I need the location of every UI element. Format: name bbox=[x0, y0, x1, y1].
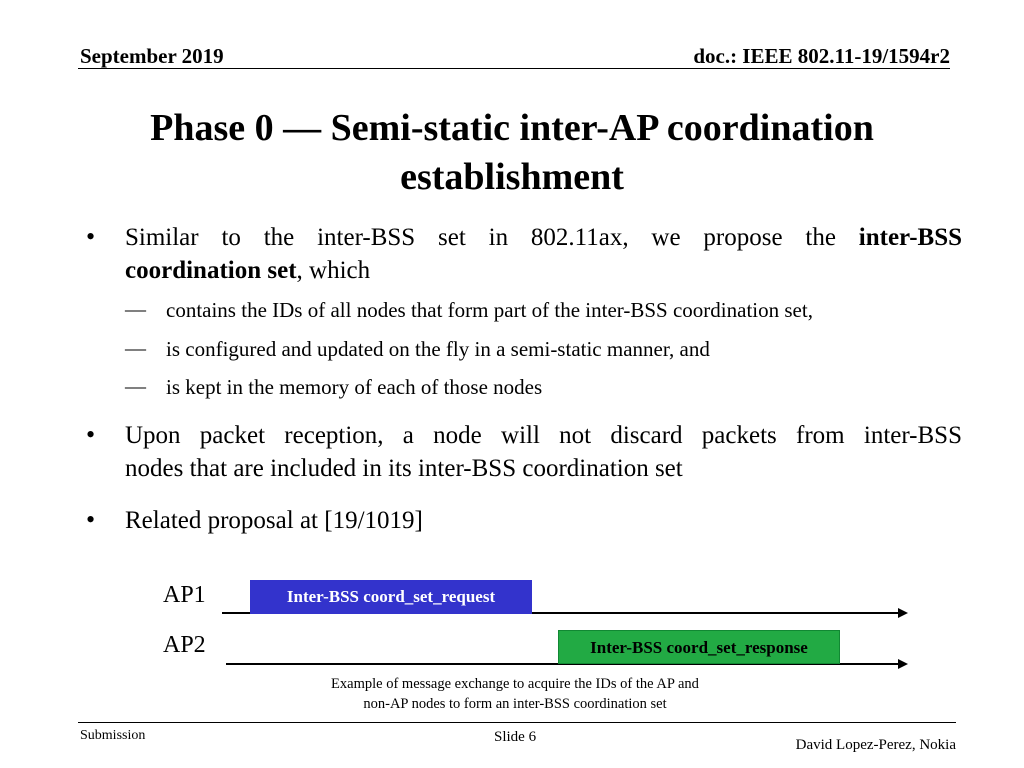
bullet2-line2: nodes that are included in its inter-BSS coordination set bbox=[125, 455, 683, 482]
bullet2-line1: Upon packet reception, a node will not discard packets from inter-BSS bbox=[125, 422, 962, 449]
bullet1-line2 bbox=[125, 254, 962, 287]
subitem-marker: — bbox=[125, 297, 146, 321]
subitem-marker: — bbox=[125, 374, 146, 398]
bullet-text: Related proposal at [19/1019] bbox=[125, 507, 423, 534]
bullet1-line2-bold: coordination set bbox=[125, 257, 297, 284]
slide-title bbox=[60, 104, 964, 202]
bullet1-line1 bbox=[125, 221, 962, 254]
diagram-caption bbox=[280, 674, 750, 714]
footer-submission: Submission bbox=[80, 728, 146, 743]
footer-divider bbox=[78, 722, 956, 723]
request-message: Inter-BSS coord_set_request bbox=[250, 580, 532, 614]
subitem-marker: — bbox=[125, 336, 146, 360]
bullet-marker: • bbox=[86, 222, 96, 251]
footer-author: David Lopez-Perez, Nokia bbox=[795, 737, 956, 753]
header-doc-id: doc.: IEEE 802.11-19/1594r2 bbox=[693, 44, 950, 68]
slide-title-line1: Phase 0 — Semi-static inter-AP coordination bbox=[150, 107, 874, 149]
ap2-arrow-icon bbox=[898, 659, 908, 669]
ap1-label: AP1 bbox=[163, 582, 206, 608]
caption-line2: non-AP nodes to form an inter-BSS coordination set bbox=[363, 696, 667, 712]
footer-slide-number: Slide 6 bbox=[494, 729, 537, 745]
subitem-text: is kept in the memory of each of those nodes bbox=[166, 375, 543, 399]
ap2-label: AP2 bbox=[163, 632, 206, 658]
bullet1-line1-text: Similar to the inter-BSS set in 802.11ax, we propose the bbox=[125, 224, 836, 251]
subitem-text: is configured and updated on the fly in a semi-static manner, and bbox=[166, 337, 710, 361]
header-date: September 2019 bbox=[80, 44, 224, 68]
bullet-marker: • bbox=[86, 505, 96, 534]
bullet-marker: • bbox=[86, 420, 96, 449]
slide-title-line2: establishment bbox=[400, 156, 624, 198]
subitem-text: contains the IDs of all nodes that form part of the inter-BSS coordination set, bbox=[166, 298, 813, 322]
bullet-text bbox=[125, 419, 962, 485]
bullet1-line2-text: , which bbox=[296, 257, 371, 284]
bullet1-line1-bold: inter-BSS bbox=[858, 224, 963, 251]
bullet-text bbox=[125, 221, 962, 287]
header-divider bbox=[78, 68, 950, 69]
ap1-arrow-icon bbox=[898, 608, 908, 618]
caption-line1: Example of message exchange to acquire the IDs of the AP and bbox=[331, 676, 699, 692]
response-message: Inter-BSS coord_set_response bbox=[558, 630, 840, 664]
